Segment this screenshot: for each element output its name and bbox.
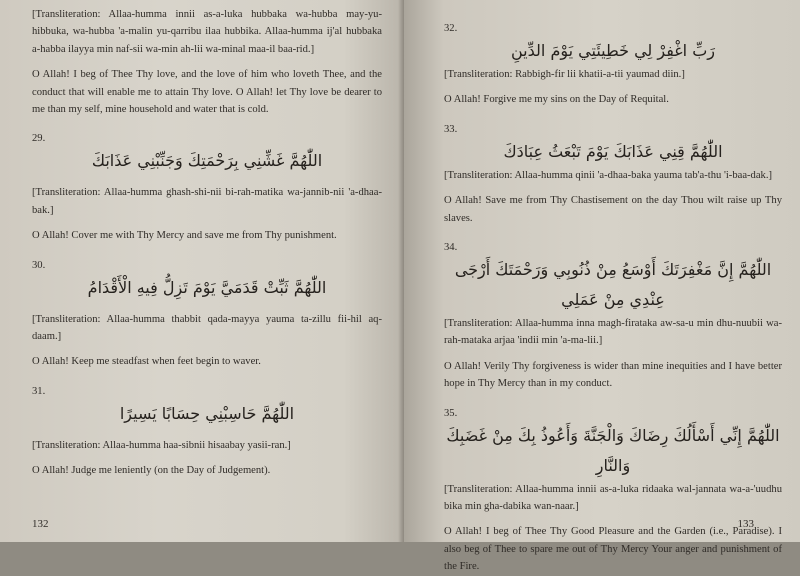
dua-transliteration: [Transliteration: Allaa-humma innii as-a-luka ridaaka wal-jannata wa-a-'uudhu bika min gha-dabika wan-naar.] (444, 483, 782, 513)
dua-number: 29. (32, 133, 46, 145)
dua-transliteration: [Transliteration: Allaa-humma qinii 'a-dhaa-baka yauma tab'a-thu 'i-baa-dak.] (444, 169, 773, 181)
dua-meaning: O Allah! Save me from Thy Chastisement on the day Thou wilt raise up Thy slaves. (444, 195, 782, 224)
dua-entry (444, 22, 782, 109)
dua-meaning: O Allah! Cover me with Thy Mercy and save me from Thy punishment. (32, 230, 337, 242)
dua-entry (32, 259, 382, 371)
left-page (0, 0, 404, 542)
dua-arabic: رَبِّ اغْفِرْ لِي خَطِيئَتِي يَوْمَ الدِّينِ (511, 41, 715, 60)
dua-number: 32. (444, 23, 458, 34)
dua-transliteration: [Transliteration: Rabbigh-fir lii khatii-a-tii yaumad diin.] (444, 69, 685, 80)
dua-number: 31. (32, 385, 46, 397)
dua-arabic: اللّٰهُمَّ قِنِي عَذَابَكَ يَوْمَ تَبْعَثُ عِبَادَكَ (503, 141, 723, 161)
dua-entry (32, 385, 382, 480)
dua-meaning: O Allah! Forgive me my sins on the Day of Requital. (444, 94, 669, 106)
dua-entry (444, 241, 782, 393)
dua-meaning: O Allah! Keep me steadfast when feet begin to waver. (32, 356, 261, 368)
right-page (404, 0, 800, 573)
intro-transliteration: [Transliteration: Allaa-humma innii as-a-luka hubbaka wa-hubba may-yu-hibbuka, wa-hubba 'a-malin yu-qarribu ilaa hubbika. Allaa-humma ij'al hubbaka a-habba ilayya min naf-sii wa-min ah-lii wa-minal maa-il baa-rid.] (32, 9, 382, 55)
dua-entry (444, 123, 782, 227)
dua-entry (444, 407, 782, 576)
dua-transliteration: [Transliteration: Allaa-humma inna magh-firataka aw-sa-u min dhu-nuubii wa-rah-mataka arjaa 'indii min 'a-ma-lii.] (444, 318, 782, 347)
dua-number: 30. (32, 259, 46, 271)
intro-meaning: O Allah! I beg of Thee Thy love, and the love of him who loveth Thee, and the conduct that will enable me to attain Thy love. O Allah! let Thy love be dearer to me than my self, mine household and water that is cold. (32, 69, 382, 116)
dua-number: 34. (444, 242, 458, 254)
dua-arabic: اللّٰهُمَّ إِنِّي أَسْأَلُكَ رِضَاكَ وَالْجَنَّةَ وَأَعُوذُ بِكَ مِنْ غَضَبِكَ وَالنَّارِ (446, 425, 780, 475)
dua-meaning: O Allah! Verily Thy forgiveness is wider than mine inequities and I have better hope in Thy Mercy than in my conduct. (444, 360, 782, 390)
dua-number: 33. (444, 123, 458, 135)
dua-transliteration: [Transliteration: Allaa-humma thabbit qada-mayya yauma ta-zillu fii-hil aq-daam.] (32, 313, 382, 343)
dua-transliteration: [Transliteration: Allaa-humma haa-sibnii hisaabay yasii-ran.] (32, 439, 291, 451)
dua-meaning: O Allah! I beg of Thee Thy Good Pleasure and the Garden (i.e., Paradise). I also beg of Thee to spare me out of Thy Mercy Your anger and punishment of the Fire. (444, 526, 782, 573)
dua-arabic: اللّٰهُمَّ غَشِّنِي بِرَحْمَتِكَ وَجَنِّبْنِي عَذَابَكَ (91, 151, 323, 171)
dua-meaning: O Allah! Judge me leniently (on the Day of Judgement). (32, 465, 271, 477)
dua-entry (32, 132, 382, 244)
dua-transliteration: [Transliteration: Allaa-humma ghash-shi-nii bi-rah-matika wa-jannib-nii 'a-dhaa-bak.] (32, 187, 382, 216)
dua-arabic: اللّٰهُمَّ إِنَّ مَغْفِرَتَكَ أَوْسَعُ مِنْ ذُنُوبِي وَرَحْمَتَكَ أَرْجَى عِنْدِي مِنْ عَمَلِي (454, 260, 772, 310)
dua-arabic: اللّٰهُمَّ حَاسِبْنِي حِسَابًا يَسِيرًا (119, 403, 295, 423)
page-number: 133 (737, 518, 754, 530)
dua-arabic: اللّٰهُمَّ ثَبِّتْ قَدَمَيَّ يَوْمَ تَزِلُّ فِيهِ الْأَقْدَامُ (87, 277, 327, 297)
page-number: 132 (32, 518, 49, 530)
dua-number: 35. (444, 407, 458, 419)
